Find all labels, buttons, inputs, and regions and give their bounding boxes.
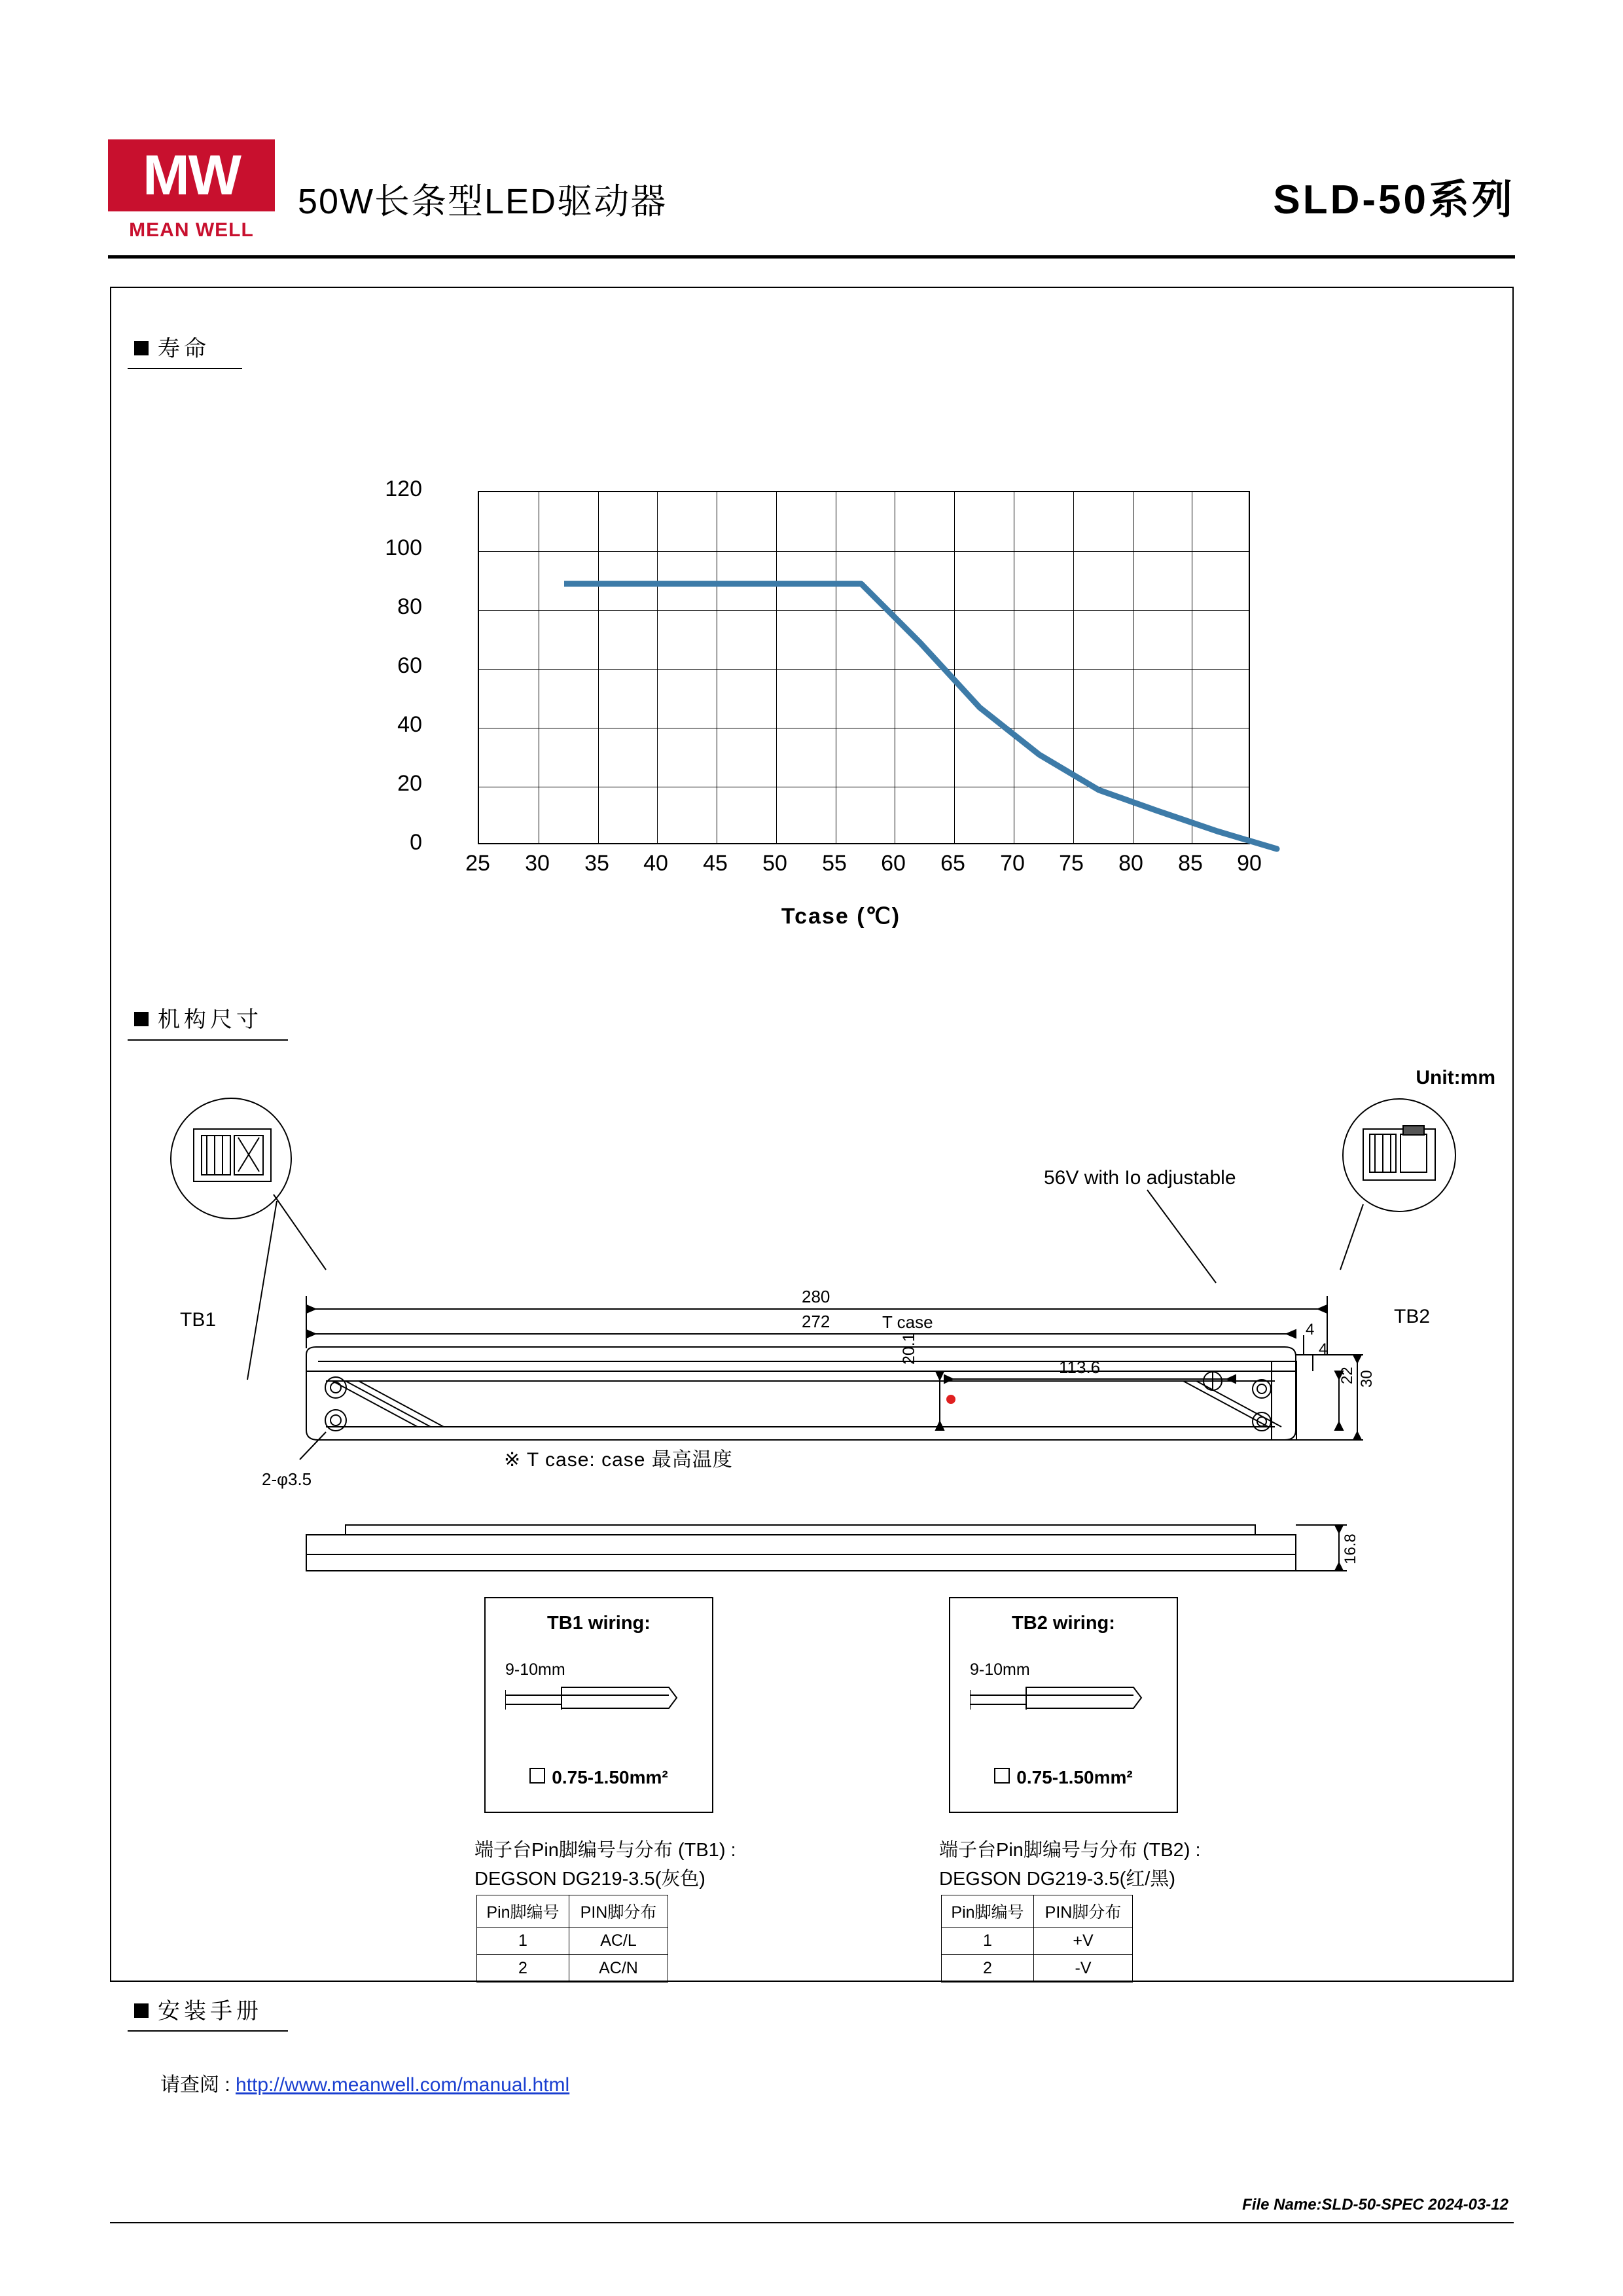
chart-xtick: 70 — [1000, 851, 1025, 876]
chart-xaxis-label: Tcase (℃) — [781, 904, 901, 929]
table-row — [942, 1928, 1133, 1955]
table-header-cell: Pin脚编号 — [942, 1895, 1034, 1928]
chart-xtick: 85 — [1178, 851, 1203, 876]
table-cell: 2 — [477, 1955, 569, 1982]
chart-xtick: 65 — [940, 851, 965, 876]
section-heading-mechanical — [134, 1001, 262, 1033]
manual-prefix: 请查阅 : — [160, 2074, 236, 2096]
dim-272: 272 — [802, 1312, 830, 1331]
mechanical-drawing — [110, 1073, 1514, 1728]
tb2-detail-label: TB2 — [1394, 1306, 1431, 1327]
series-title: SLD-50系列 — [1273, 177, 1515, 223]
page-header — [108, 134, 1515, 249]
chart-ytick: 20 — [397, 771, 422, 796]
table-header-row — [942, 1895, 1133, 1928]
square-icon — [994, 1768, 1010, 1784]
tb2-wire-illustration — [970, 1683, 1160, 1752]
table-cell: 2 — [942, 1955, 1034, 1982]
dim-4-a: 4 — [1306, 1321, 1315, 1338]
tb2-caption-line1: 端子台Pin脚编号与分布 (TB2) : — [939, 1840, 1201, 1861]
section-label-mechanical: 机构尺寸 — [158, 1007, 262, 1032]
table-cell: +V — [1034, 1928, 1133, 1955]
tb2-caption-line2: DEGSON DG219-3.5(红/黑) — [939, 1869, 1175, 1890]
tb2-wire-spec: 0.75-1.50mm² — [950, 1767, 1177, 1788]
logo-wordmark: MEAN WELL — [108, 211, 275, 249]
section-underline-manual — [128, 2030, 288, 2032]
dim-30: 30 — [1358, 1370, 1376, 1388]
chart-ytick: 100 — [385, 535, 422, 560]
section-heading-manual — [134, 1993, 262, 2025]
table-cell: 1 — [942, 1928, 1034, 1955]
bullet-square-icon — [134, 1012, 149, 1026]
table-header-cell: PIN脚分布 — [569, 1895, 668, 1928]
tb1-caption-line2: DEGSON DG219-3.5(灰色) — [474, 1869, 705, 1890]
dim-16-8: 16.8 — [1342, 1534, 1359, 1564]
chart-xtick: 75 — [1059, 851, 1084, 876]
table-cell: AC/N — [569, 1955, 668, 1982]
chart-xtick: 90 — [1237, 851, 1262, 876]
tb2-wiring-title: TB2 wiring: — [1012, 1613, 1115, 1634]
tb2-pin-table — [941, 1895, 1133, 1982]
manual-link-row — [160, 2068, 569, 2097]
section-heading-life — [134, 331, 210, 363]
chart-xtick: 45 — [703, 851, 728, 876]
bullet-square-icon — [134, 341, 149, 355]
chart-ytick: 40 — [397, 712, 422, 737]
chart-xtick: 35 — [584, 851, 609, 876]
manual-url-link[interactable]: http://www.meanwell.com/manual.html — [236, 2074, 570, 2096]
life-chart — [385, 458, 1289, 929]
meanwell-logo — [108, 139, 275, 251]
square-icon — [529, 1768, 545, 1784]
tb1-wire-illustration — [505, 1683, 695, 1752]
tb2-wiring-box — [949, 1597, 1178, 1813]
table-header-cell: PIN脚分布 — [1034, 1895, 1133, 1928]
chart-xtick: 55 — [822, 851, 847, 876]
tb2-strip-length: 9-10mm — [970, 1660, 1030, 1679]
table-header-cell: Pin脚编号 — [477, 1895, 569, 1928]
dim-280: 280 — [802, 1287, 830, 1306]
logo-mark: MW — [108, 139, 275, 211]
chart-xtick: 40 — [643, 851, 668, 876]
tb1-wiring-title: TB1 wiring: — [547, 1613, 651, 1634]
dim-113-6: 113.6 — [1059, 1357, 1101, 1377]
tb1-strip-length: 9-10mm — [505, 1660, 565, 1679]
chart-xtick: 50 — [762, 851, 787, 876]
section-underline-life — [128, 368, 242, 369]
section-label-life: 寿命 — [158, 336, 210, 361]
tb1-caption-line1: 端子台Pin脚编号与分布 (TB1) : — [474, 1840, 736, 1861]
tb1-wiring-box — [484, 1597, 713, 1813]
footer-divider — [110, 2222, 1514, 2223]
table-row — [942, 1955, 1133, 1982]
table-row — [477, 1928, 668, 1955]
tcase-marker-label: T case — [882, 1312, 933, 1332]
tb2-caption — [939, 1836, 1201, 1893]
io-adjustable-note: 56V with Io adjustable — [1044, 1167, 1236, 1189]
tcase-note: ※ T case: case 最高温度 — [504, 1449, 733, 1471]
dim-20-1: 20.1 — [900, 1333, 918, 1365]
dim-4-b: 4 — [1319, 1340, 1328, 1358]
chart-xtick: 60 — [881, 851, 906, 876]
table-cell: AC/L — [569, 1928, 668, 1955]
unit-note: Unit:mm — [1416, 1067, 1495, 1088]
chart-ytick: 120 — [385, 476, 422, 501]
chart-plot-area — [478, 491, 1250, 844]
page-title: 50W长条型LED驱动器 — [298, 182, 668, 221]
section-underline-mechanical — [128, 1039, 288, 1041]
chart-ytick: 0 — [410, 830, 422, 855]
chart-series-line — [564, 525, 1336, 878]
tb1-caption — [474, 1836, 736, 1893]
tb1-detail-label: TB1 — [180, 1309, 217, 1331]
section-label-manual: 安装手册 — [158, 1999, 262, 2024]
tb1-pin-table — [476, 1895, 668, 1982]
header-divider — [108, 255, 1515, 259]
file-name-footer: File Name:SLD-50-SPEC 2024-03-12 — [1242, 2196, 1508, 2214]
chart-xtick: 30 — [525, 851, 550, 876]
table-row — [477, 1955, 668, 1982]
dim-22: 22 — [1338, 1367, 1356, 1384]
table-cell: -V — [1034, 1955, 1133, 1982]
table-header-row — [477, 1895, 668, 1928]
chart-ytick: 80 — [397, 594, 422, 619]
tb1-wire-spec: 0.75-1.50mm² — [486, 1767, 712, 1788]
hole-note: 2-φ3.5 — [262, 1469, 312, 1489]
chart-xtick: 80 — [1118, 851, 1143, 876]
table-cell: 1 — [477, 1928, 569, 1955]
bullet-square-icon — [134, 2003, 149, 2018]
chart-xtick: 25 — [465, 851, 490, 876]
chart-ytick: 60 — [397, 653, 422, 678]
